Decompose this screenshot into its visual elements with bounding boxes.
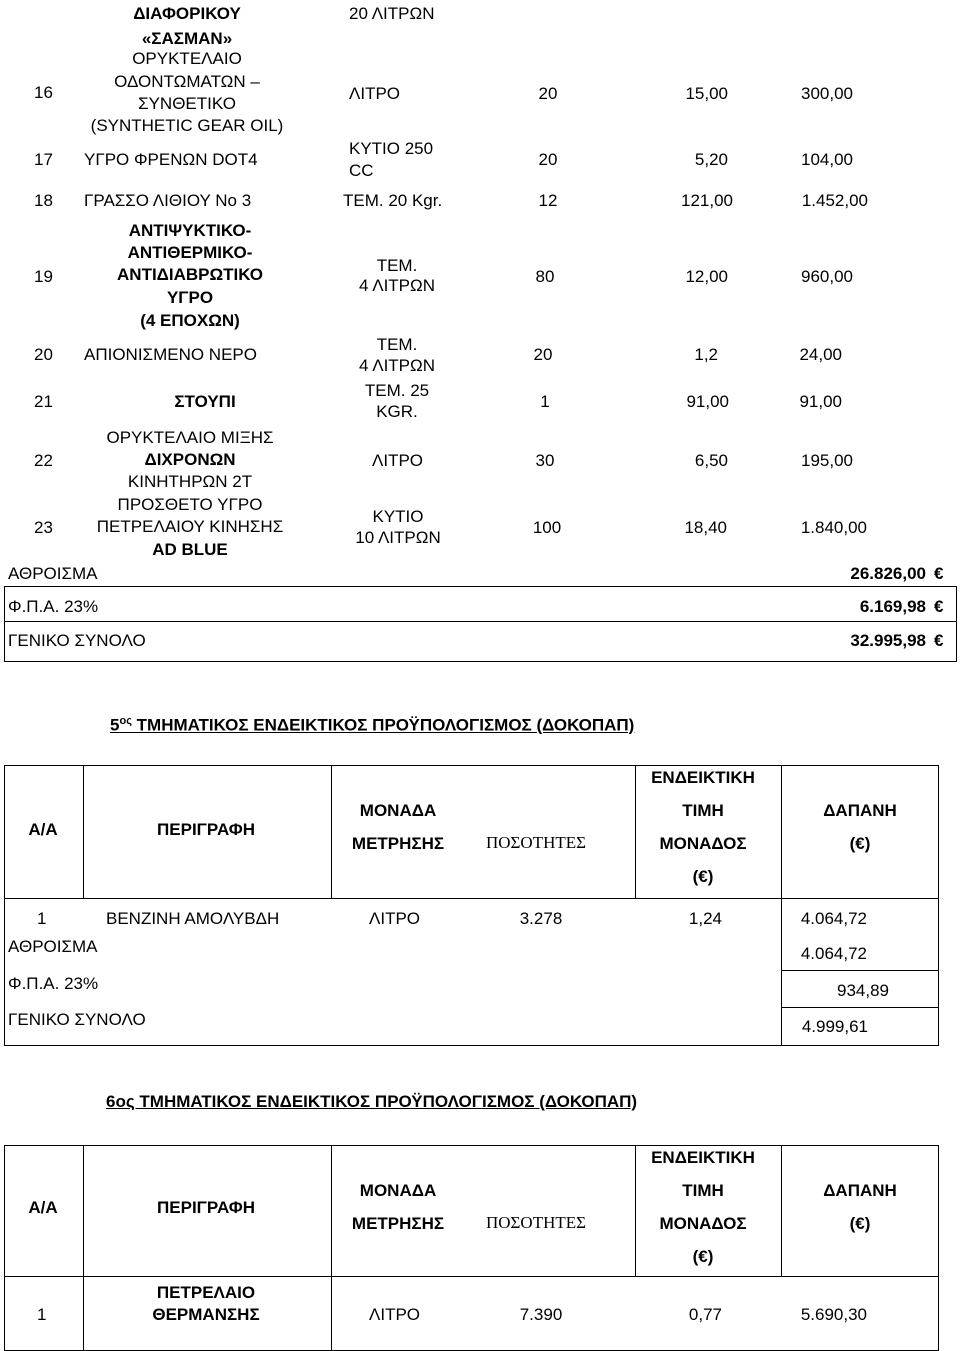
row22-desc-line2: ΔΙΧΡΟΝΩΝ: [144, 450, 236, 469]
header-desc: ΠΕΡΙΓΡΑΦΗ: [156, 820, 256, 839]
row19-unit-line2: 4 ΛΙΤΡΩΝ: [358, 276, 436, 295]
row16-no: 16: [34, 83, 53, 102]
row22-unit: ΛΙΤΡΟ: [372, 451, 424, 470]
table-border: [781, 765, 782, 1046]
header-price-line1: ΕΝΔΕΙΚΤΙΚΗ: [651, 768, 755, 787]
header-aa: Α/Α: [28, 820, 58, 839]
table-border: [4, 586, 957, 587]
row19-desc-line4: ΥΓΡΟ: [166, 288, 214, 307]
table1-grand-label: ΓΕΝΙΚΟ ΣΥΝΟΛΟ: [8, 631, 146, 650]
section5-row-unit: ΛΙΤΡΟ: [369, 909, 421, 928]
table-border: [4, 621, 957, 622]
table1-grand-value: 32.995,98: [850, 631, 926, 650]
section5-row-qty: 3.278: [519, 909, 563, 928]
row16-desc-line5: ΣΥΝΘΕΤΙΚΟ: [138, 94, 236, 113]
header-unit-line2: ΜΕΤΡΗΣΗΣ: [351, 834, 445, 853]
header-price-line4: (€): [692, 1247, 714, 1266]
section6-row-total: 5.690,30: [800, 1305, 867, 1324]
euro-icon: €: [934, 597, 944, 616]
row21-desc: ΣΤΟΥΠΙ: [174, 392, 236, 411]
row21-unit-line1: ΤΕΜ. 25: [364, 381, 430, 400]
row16-desc-line3: ΟΡΥΚΤΕΛΑΙΟ: [132, 49, 242, 68]
row23-unit-line1: ΚΥΤΙΟ: [372, 507, 424, 526]
row16-unit-top: 20 ΛΙΤΡΩΝ: [349, 4, 435, 23]
section5-title: $5^{o\varsigma}$ ΤΜΗΜΑΤΙΚΟΣ ΕΝΔΕΙΚΤΙΚΟΣ ΠΡΟΫΠΟΛΟΓΙΣΜΟΣ (ΔΟΚΟΠΑΠ): [110, 715, 635, 735]
table-border: [781, 970, 939, 971]
header-price-line3: ΜΟΝΑΔΟΣ: [659, 1214, 747, 1233]
row16-unit: ΛΙΤΡΟ: [349, 84, 401, 103]
row23-price: 18,40: [684, 518, 727, 537]
row19-total: 960,00: [801, 267, 853, 286]
header-price-line3: ΜΟΝΑΔΟΣ: [659, 834, 747, 853]
row21-total: 91,00: [799, 392, 842, 411]
section6-row-qty: 7.390: [519, 1305, 563, 1324]
table-border: [635, 765, 636, 899]
section6-title: 6ος ΤΜΗΜΑΤΙΚΟΣ ΕΝΔΕΙΚΤΙΚΟΣ ΠΡΟΫΠΟΛΟΓΙΣΜΟΣ (ΔΟΚΟΠΑΠ): [106, 1092, 638, 1111]
section5-sum-value: 4.064,72: [800, 944, 867, 963]
row17-desc: ΥΓΡΟ ΦΡΕΝΩΝ DOT4: [84, 150, 258, 169]
row17-no: 17: [34, 150, 53, 169]
row18-no: 18: [34, 191, 53, 210]
row16-desc-line6: (SYNTHETIC GEAR OIL): [90, 116, 284, 135]
row20-unit-line1: ΤΕΜ.: [376, 335, 418, 354]
table-border: [83, 765, 84, 899]
row16-price: 15,00: [685, 84, 728, 103]
section6-row-unit: ΛΙΤΡΟ: [369, 1305, 421, 1324]
row19-desc-line3: ΑΝΤΙΔΙΑΒΡΩΤΙΚΟ: [117, 265, 263, 284]
row21-no: 21: [34, 392, 53, 411]
row22-desc-line1: ΟΡΥΚΤΕΛΑΙΟ ΜΙΞΗΣ: [106, 428, 274, 447]
row20-total: 24,00: [799, 345, 842, 364]
row18-price: 121,00: [681, 191, 733, 210]
section5-vat-label: Φ.Π.Α. 23%: [8, 974, 99, 993]
row19-price: 12,00: [685, 267, 728, 286]
row19-desc-line2: ΑΝΤΙΘΕΡΜΙΚΟ-: [127, 243, 253, 262]
row23-desc-line3: AD BLUE: [152, 540, 228, 559]
row19-no: 19: [34, 267, 53, 286]
header-cost-line2: (€): [849, 1214, 871, 1233]
row23-unit-line2: 10 ΛΙΤΡΩΝ: [355, 528, 441, 547]
table-border: [4, 1276, 939, 1277]
section6-row-price: 0,77: [688, 1305, 722, 1324]
row16-qty: 20: [538, 84, 558, 103]
row22-price: 6,50: [694, 451, 728, 470]
row19-qty: 80: [535, 267, 555, 286]
section5-vat-value: 934,89: [837, 981, 889, 1000]
row22-qty: 30: [535, 451, 555, 470]
header-unit-line2: ΜΕΤΡΗΣΗΣ: [351, 1214, 445, 1233]
section5-grand-value: 4.999,61: [801, 1017, 868, 1036]
header-unit-line1: ΜΟΝΑΔΑ: [359, 801, 437, 820]
header-price-line4: (€): [692, 867, 714, 886]
row20-unit-line2: 4 ΛΙΤΡΩΝ: [358, 356, 436, 375]
row17-total: 104,00: [801, 150, 853, 169]
header-aa: Α/Α: [28, 1198, 58, 1217]
row19-desc-line5: (4 ΕΠΟΧΩΝ): [140, 311, 240, 330]
row19-desc-line1: ΑΝΤΙΨΥΚΤΙΚΟ-: [128, 221, 252, 240]
header-price-line2: ΤΙΜΗ: [682, 801, 724, 820]
row17-unit-line2: CC: [349, 161, 374, 180]
section5-row-total: 4.064,72: [800, 909, 867, 928]
row17-unit-line1: ΚΥΤΙΟ 250: [349, 139, 434, 158]
header-qty: ΠΟΣΟΤΗΤΕΣ: [485, 833, 587, 852]
row23-total: 1.840,00: [800, 518, 867, 537]
row22-total: 195,00: [801, 451, 853, 470]
row18-desc: ΓΡΑΣΣΟ ΛΙΘΙΟΥ Νο 3: [84, 191, 252, 210]
table-border: [331, 765, 332, 899]
table-border: [635, 1145, 636, 1276]
row18-unit: ΤΕΜ. 20 Kgr.: [343, 191, 443, 210]
table-border: [781, 1007, 939, 1008]
header-desc: ΠΕΡΙΓΡΑΦΗ: [156, 1198, 256, 1217]
section5-row-price: 1,24: [688, 909, 722, 928]
row18-total: 1.452,00: [801, 191, 868, 210]
row23-qty: 100: [532, 518, 562, 537]
row17-price: 5,20: [694, 150, 728, 169]
table1-vat-value: 6.169,98: [859, 597, 926, 616]
header-cost-line1: ΔΑΠΑΝΗ: [823, 801, 897, 820]
row21-unit-line2: KGR.: [376, 402, 418, 421]
section5-table: [4, 765, 939, 1046]
row20-desc: ΑΠΙΟΝΙΣΜΕΝΟ ΝΕΡΟ: [84, 345, 257, 364]
section5-grand-label: ΓΕΝΙΚΟ ΣΥΝΟΛΟ: [8, 1010, 146, 1029]
header-price-line1: ΕΝΔΕΙΚΤΙΚΗ: [651, 1148, 755, 1167]
header-unit-line1: ΜΟΝΑΔΑ: [359, 1181, 437, 1200]
euro-icon: €: [934, 564, 944, 583]
table-border: [4, 586, 5, 662]
table-border: [331, 1145, 332, 1351]
row16-desc-line2: «ΣΑΣΜΑΝ»: [141, 29, 233, 48]
section5-row-desc: ΒΕΝΖΙΝΗ ΑΜΟΛΥΒΔΗ: [106, 909, 280, 928]
table-border: [4, 898, 939, 899]
row21-qty: 1: [540, 392, 550, 411]
table-border: [781, 1145, 782, 1276]
row23-desc-line1: ΠΡΟΣΘΕΤΟ ΥΓΡΟ: [117, 495, 263, 514]
section6-table: [4, 1145, 939, 1351]
header-cost-line2: (€): [849, 834, 871, 853]
table-border: [956, 586, 957, 662]
header-price-line2: ΤΙΜΗ: [682, 1181, 724, 1200]
table1-sum-value: 26.826,00: [850, 564, 926, 583]
table1-vat-label: Φ.Π.Α. 23%: [8, 597, 99, 616]
table-border: [4, 661, 957, 662]
row16-total: 300,00: [801, 84, 853, 103]
row21-price: 91,00: [686, 392, 729, 411]
row23-desc-line2: ΠΕΤΡΕΛΑΙΟΥ ΚΙΝΗΣΗΣ: [96, 517, 284, 536]
row16-desc-line4: ΟΔΟΝΤΩΜΑΤΩΝ –: [114, 72, 260, 91]
row18-qty: 12: [538, 191, 558, 210]
header-qty: ΠΟΣΟΤΗΤΕΣ: [485, 1213, 587, 1232]
table-border: [83, 1145, 84, 1351]
section6-row-desc-line2: ΘΕΡΜΑΝΣΗΣ: [152, 1305, 260, 1324]
section5-sum-label: ΑΘΡΟΙΣΜΑ: [8, 937, 98, 956]
row20-price: 1,2: [694, 345, 718, 364]
row20-qty: 20: [533, 345, 553, 364]
section6-row-desc-line1: ΠΕΤΡΕΛΑΙΟ: [156, 1283, 256, 1302]
row19-unit-line1: ΤΕΜ.: [376, 256, 418, 275]
row17-qty: 20: [538, 150, 558, 169]
row20-no: 20: [34, 345, 53, 364]
row16-desc-line1: ΔΙΑΦΟΡΙΚΟΥ: [133, 4, 241, 23]
header-cost-line1: ΔΑΠΑΝΗ: [823, 1181, 897, 1200]
row23-no: 23: [34, 518, 53, 537]
euro-icon: €: [934, 631, 944, 650]
row22-desc-line3: ΚΙΝΗΤΗΡΩΝ 2Τ: [127, 472, 253, 491]
row22-no: 22: [34, 451, 53, 470]
section6-row-no: 1: [37, 1305, 47, 1324]
section5-row-no: 1: [37, 909, 47, 928]
table1-sum-label: ΑΘΡΟΙΣΜΑ: [8, 564, 98, 583]
